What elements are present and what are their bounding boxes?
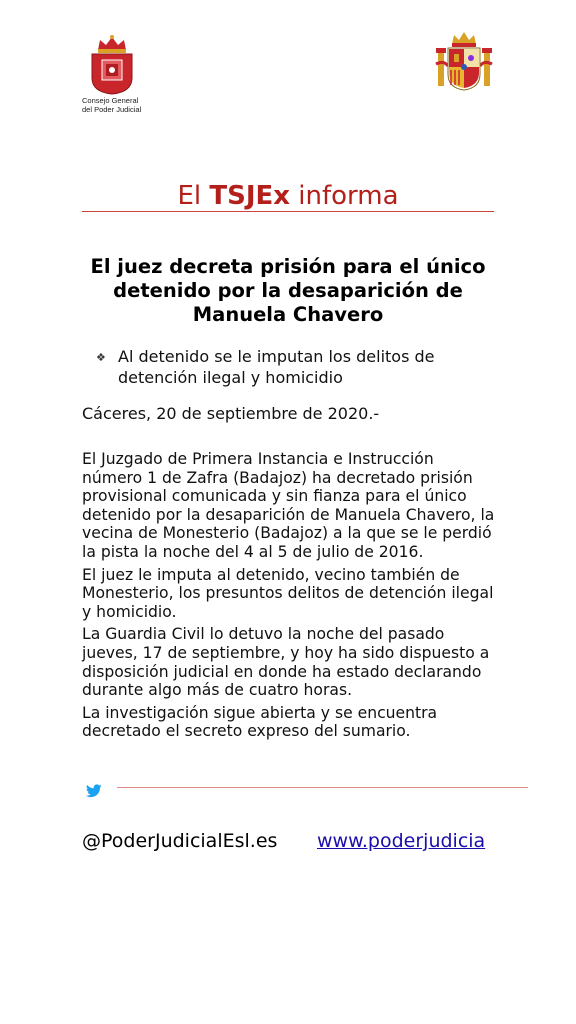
cgpj-logo	[82, 34, 142, 114]
twitter-handle[interactable]: @PoderJudicialEsl.es	[82, 830, 278, 852]
paragraph: El Juzgado de Primera Instancia e Instrucción número 1 de Zafra (Badajoz) ha decretado prisión provisional comunicada y sin fianza para el único detenido por la desaparición de Manuela Chavero, la vecina de Monesterio (Badajoz) a la que se le perdió la pista la noche del 4 al 5 de julio de 2016.	[82, 450, 495, 561]
header-title-suffix: informa	[298, 181, 399, 211]
paragraph: La investigación sigue abierta y se encuentra decretado el secreto expreso del sumario.	[82, 703, 438, 741]
twitter-bird-icon[interactable]	[86, 783, 102, 797]
coat-of-arms-logo	[434, 30, 494, 98]
paragraph: La Guardia Civil lo detuvo la noche del pasado jueves, 17 de septiembre, y hoy ha sido dispuesto a disposición judicial en donde ha estado declarando durante algo más de cuatro horas.	[82, 625, 490, 700]
bullet-line-2: detención ilegal y homicidio	[118, 368, 343, 387]
header-title-strong: TSJEx	[209, 181, 291, 211]
website-link[interactable]: www.poderjudicia	[317, 830, 486, 852]
bullet-line-1: Al detenido se le imputan los delitos de	[118, 347, 435, 366]
paragraph: El juez le imputa al detenido, vecino también de Monesterio, los presuntos delitos de detención ilegal y homicidio.	[82, 565, 494, 621]
crown-shield-emblem-icon	[82, 34, 142, 96]
header-title-prefix: El	[177, 181, 202, 211]
bullet-item	[96, 346, 496, 388]
spanish-coat-of-arms-icon	[434, 30, 494, 94]
footer-divider	[117, 787, 528, 788]
dateline: Cáceres, 20 de septiembre de 2020.-	[82, 404, 380, 423]
article-body	[82, 450, 497, 745]
org-name-line1: Consejo General	[82, 96, 139, 105]
header-title	[82, 178, 494, 214]
diamond-bullet-icon: ❖	[96, 351, 106, 364]
org-name-line2: del Poder Judicial	[82, 105, 142, 114]
header-divider	[82, 211, 494, 212]
headline: El juez decreta prisión para el único detenido por la desaparición de Manuela Chavero	[90, 255, 486, 326]
